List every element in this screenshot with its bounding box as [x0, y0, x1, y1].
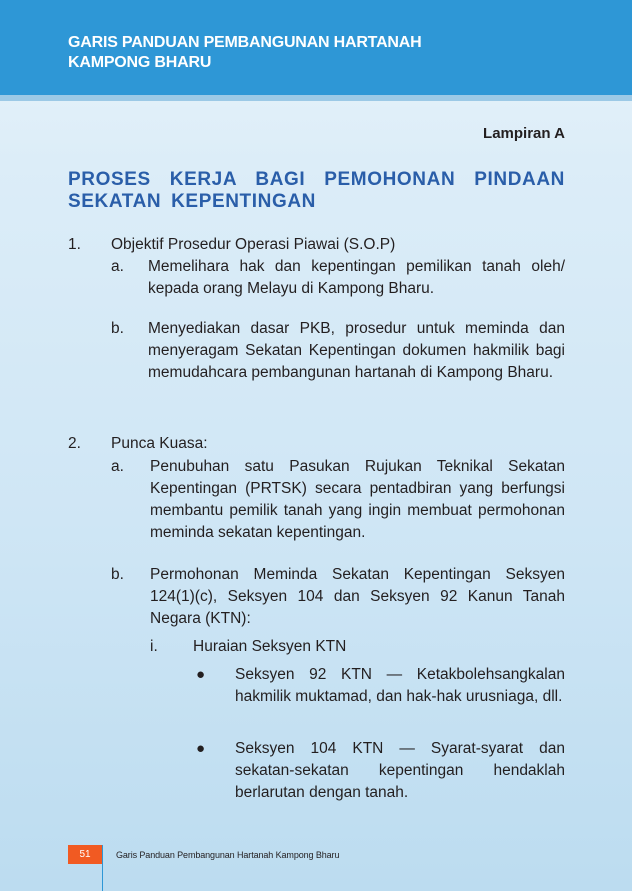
item-1b-text: Menyediakan dasar PKB, prosedur untuk meminda dan menyeragam Sekatan Kepentingan dokumen hakmilik bagi memudahcara pembangunan hartanah di Kampong Bharu. — [148, 320, 565, 381]
document-title — [68, 33, 528, 73]
item-1a-label: a. — [111, 258, 124, 275]
bullet-dot-icon: ● — [196, 666, 206, 683]
bullet-dot-icon: ● — [196, 740, 206, 757]
footer-divider — [102, 845, 103, 891]
section-2-number: 2. — [68, 435, 81, 452]
item-1a-text: Memelihara hak dan kepentingan pemilikan tanah oleh/ kepada orang Melayu di Kampong Bharu. — [148, 258, 565, 297]
bullet-seksyen-92: Seksyen 92 KTN — Ketakbolehsangkalan hakmilik muktamad, dan hak-hak urusniaga, dll. — [235, 666, 565, 705]
page-number-badge: 51 — [68, 845, 102, 864]
item-1b-label: b. — [111, 320, 124, 337]
section-1-number: 1. — [68, 236, 81, 253]
item-2a-text: Penubuhan satu Pasukan Rujukan Teknikal Sekatan Kepentingan (PRTSK) secara pentadbiran yang berfungsi membantu pemilik tanah yang ingin membuat permohonan meminda sekatan kepentingan. — [150, 458, 565, 541]
item-2b-text: Permohonan Meminda Sekatan Kepentingan Seksyen 124(1)(c), Seksyen 104 dan Seksyen 92 Kanun Tanah Negara (KTN): — [150, 566, 565, 627]
bullet-seksyen-104: Seksyen 104 KTN — Syarat-syarat dan sekatan-sekatan kepentingan hendaklah berlarutan dengan tanah. — [235, 740, 565, 801]
subitem-i-label: i. — [150, 638, 158, 655]
document-title-line-2: KAMPONG BHARU — [68, 54, 212, 71]
subitem-i-heading: Huraian Seksyen KTN — [193, 638, 347, 655]
section-1-heading: Objektif Prosedur Operasi Piawai (S.O.P) — [111, 236, 396, 253]
item-2a-label: a. — [111, 458, 124, 475]
item-2b-label: b. — [111, 566, 124, 583]
footer-text: Garis Panduan Pembangunan Hartanah Kampong Bharu — [116, 850, 340, 860]
page-title: PROSES KERJA BAGI PEMOHONAN PINDAAN SEKATAN KEPENTINGAN — [68, 169, 565, 212]
header-band — [0, 0, 632, 95]
header-divider — [0, 95, 632, 101]
document-title-line-1: GARIS PANDUAN PEMBANGUNAN HARTANAH — [68, 34, 422, 51]
section-2-heading: Punca Kuasa: — [111, 435, 208, 452]
appendix-label: Lampiran A — [483, 125, 565, 142]
